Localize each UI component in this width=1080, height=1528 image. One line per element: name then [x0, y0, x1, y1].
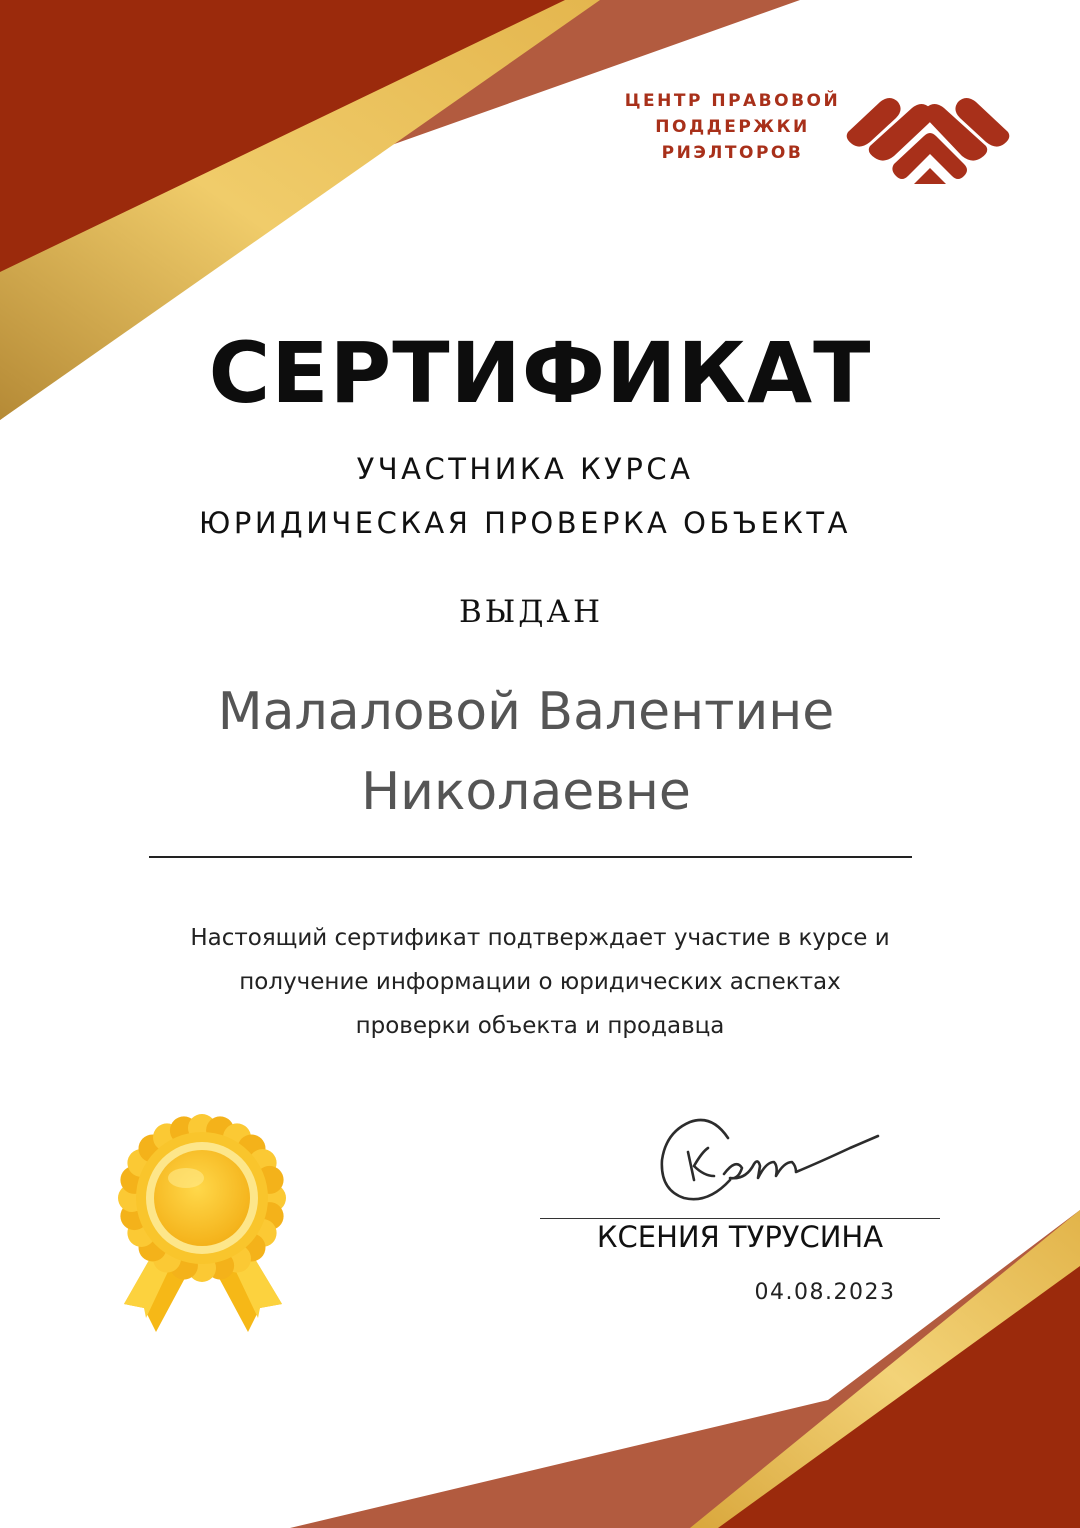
description-line: Настоящий сертификат подтверждает участие в курсе и — [190, 925, 890, 951]
certificate-title: СЕРТИФИКАТ — [208, 324, 872, 422]
organization-name — [615, 88, 850, 166]
organization-name-line: ЦЕНТР ПРАВОВОЙ — [624, 91, 841, 111]
hands-icon — [842, 80, 1014, 188]
signer-name: КСЕНИЯ ТУРУСИНА — [596, 1220, 884, 1254]
organization-name-line: ПОДДЕРЖКИ — [655, 117, 810, 137]
recipient-name-line: Николаевне — [361, 762, 691, 822]
bottom-right-corner — [290, 1210, 1080, 1528]
certificate-subtitle: УЧАСТНИКА КУРСА — [356, 452, 694, 486]
name-underline — [149, 856, 912, 858]
signature-icon — [650, 1100, 890, 1210]
award-medal-icon — [116, 1112, 288, 1356]
description-line: получение информации о юридических аспектах — [239, 969, 841, 995]
signature-line — [540, 1218, 940, 1219]
certificate-description — [150, 916, 930, 1048]
course-name: ЮРИДИЧЕСКАЯ ПРОВЕРКА ОБЪЕКТА — [199, 506, 851, 540]
issued-label: ВЫДАН — [459, 594, 603, 630]
description-line: проверки объекта и продавца — [355, 1013, 725, 1039]
issue-date: 04.08.2023 — [754, 1280, 896, 1305]
recipient-name — [0, 672, 1052, 832]
organization-name-line: РИЭЛТОРОВ — [661, 143, 804, 163]
recipient-name-line: Малаловой Валентине — [217, 682, 835, 742]
